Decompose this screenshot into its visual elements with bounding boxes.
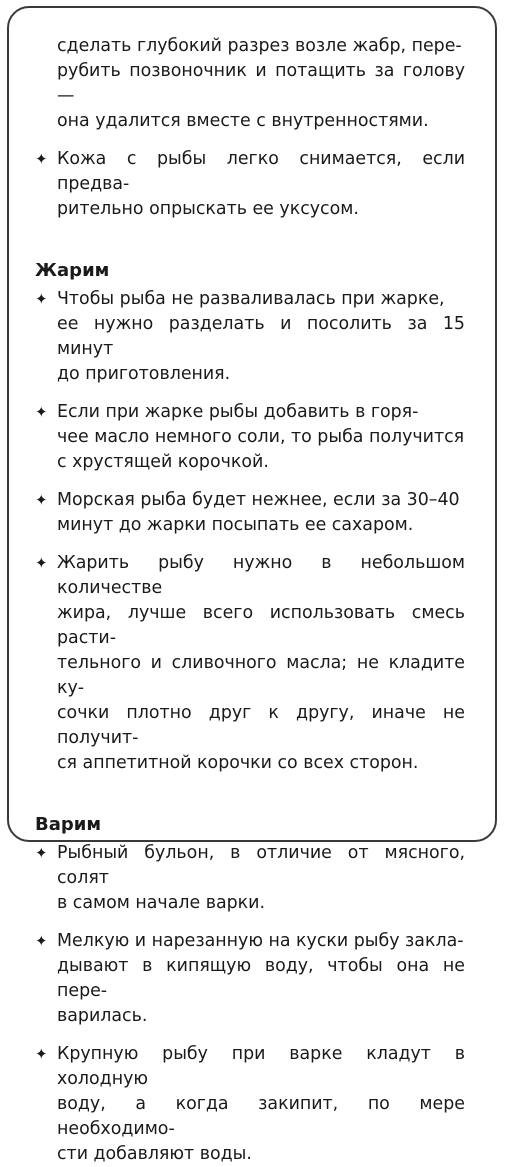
section-heading-boiling: Варим — [35, 814, 102, 835]
text-line: с хрустящей корочкой. — [57, 452, 269, 472]
text-line: Мелкую и нарезанную на куски рыбу закла- — [57, 931, 464, 951]
text-line: Если при жарке рыбы добавить в горя- — [57, 402, 419, 422]
text-line: Кожа с рыбы легко снимается, если предва- — [57, 149, 465, 194]
text-line: рубить позвоночник и потащить за голову — — [57, 61, 465, 106]
star-bullet-icon: ✦ — [35, 491, 48, 509]
tips-box — [7, 6, 497, 1164]
star-bullet-icon: ✦ — [35, 1045, 48, 1063]
star-bullet-icon: ✦ — [35, 290, 48, 308]
text-line: Крупную рыбу при варке кладут в холодную — [57, 1044, 465, 1089]
text-line: чее масло немного соли, то рыба получится — [57, 427, 465, 447]
text-line: варилась. — [57, 1006, 148, 1026]
tip-item — [35, 929, 465, 1029]
text-line: сочки плотно друг к другу, иначе не получит- — [57, 703, 465, 748]
star-bullet-icon: ✦ — [35, 150, 48, 168]
text-line: сти добавляют воды. — [57, 1144, 252, 1164]
tip-item — [35, 1042, 465, 1167]
tip-item — [35, 287, 465, 387]
intro-paragraph — [57, 34, 465, 134]
text-line: тельного и сливочного масла; не кладите ку- — [57, 653, 465, 698]
text-line: ее нужно разделать и посолить за 15 минут — [57, 314, 465, 359]
section-heading-frying: Жарим — [35, 260, 110, 281]
text-line: Морская рыба будет нежнее, если за 30–40 — [57, 490, 460, 510]
text-line: сделать глубокий разрез возле жабр, пере- — [57, 36, 462, 56]
text-line: Чтобы рыба не разваливалась при жарке, — [57, 289, 445, 309]
text-line: в самом начале варки. — [57, 893, 265, 913]
tip-item — [35, 488, 465, 538]
text-line: жира, лучше всего использовать смесь расти- — [57, 603, 465, 648]
star-bullet-icon: ✦ — [35, 932, 48, 950]
text-line: воду, а когда закипит, по мере необходимо- — [57, 1094, 465, 1139]
text-line: Жарить рыбу нужно в небольшом количестве — [57, 553, 465, 598]
tip-item — [35, 147, 465, 222]
text-line: минут до жарки посыпать ее сахаром. — [57, 515, 414, 535]
text-line: до приготовления. — [57, 364, 231, 384]
star-bullet-icon: ✦ — [35, 844, 48, 862]
tip-item — [35, 551, 465, 776]
tip-item — [35, 841, 465, 916]
text-line: дывают в кипящую воду, чтобы она не пере- — [57, 956, 465, 1001]
text-line: рительно опрыскать ее уксусом. — [57, 199, 359, 219]
star-bullet-icon: ✦ — [35, 554, 48, 572]
text-line: Рыбный бульон, в отличие от мясного, солят — [57, 843, 465, 888]
text-line: она удалится вместе с внутренностями. — [57, 111, 429, 131]
tip-item — [35, 400, 465, 475]
star-bullet-icon: ✦ — [35, 403, 48, 421]
text-line: ся аппетитной корочки со всех сторон. — [57, 753, 419, 773]
